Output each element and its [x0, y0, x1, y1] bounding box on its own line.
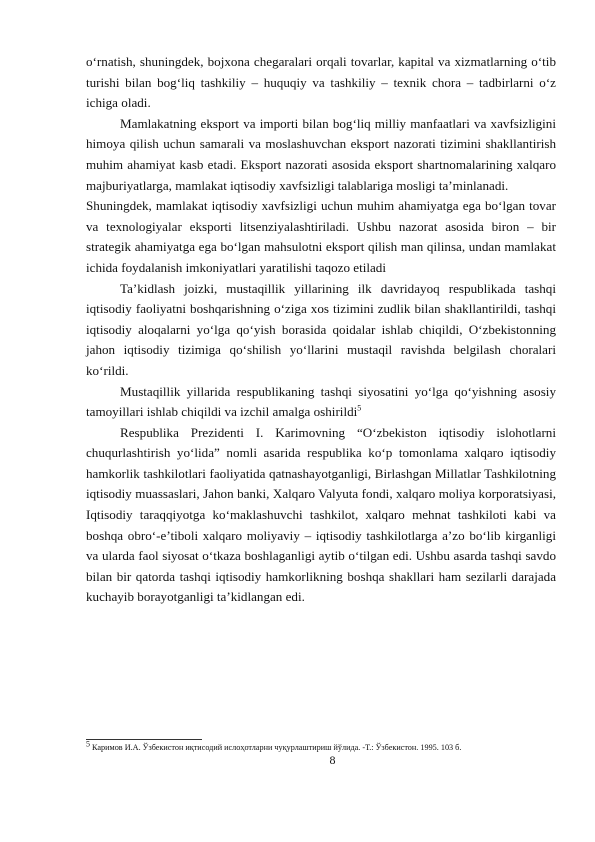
footnote-mark: 5 [86, 739, 90, 749]
paragraph-5 [86, 382, 556, 423]
paragraph-3: Shuningdek, mamlakat iqtisodiy xavfsizligi uchun muhim ahamiyatga ega bo‘lgan tovar va texnologiyalar eksporti litsenziyalashtiriladi. Ushbu nazorat asosida biron – bir strategik ahamiyatga ega bo‘lgan mahsulotni eksport qilish man qilinsa, undan mamlakat ichida foydalanish imkoniyatlari yaratilishi taqozo etiladi [86, 198, 556, 275]
footnote-divider [86, 739, 202, 740]
paragraph-1: o‘rnatish, shuningdek, bojxona chegaralari orqali tovarlar, kapital va xizmatlarning o‘tib turishi bilan bog‘liq tashkiliy – huquqiy va tashkiliy – texnik chora – tadbirlarni o‘z ichiga oladi. [86, 54, 556, 111]
document-body [86, 52, 556, 608]
paragraph-4: Ta’kidlash joizki, mustaqillik yillarining ilk davridayoq respublikada tashqi iqtisodiy faoliyatni boshqarishning o‘ziga xos tizimini zudlik bilan shakllantirildi, tashqi iqtisodiy aloqalarni yo‘lga qo‘yish borasida qoidalar ishlab chiqildi, O‘zbekistonning jahon iqtisodiy tizimiga qo‘shilish yo‘llarini mustaqil ravishda belgilash choralari ko‘rildi. [86, 280, 556, 378]
footnote-text: Каримов И.А. Ўзбекистон иқтисодий ислоҳотларни чуқурлаштириш йўлида. -Т.: Ўзбекистон. 1995. 103 б. [90, 743, 462, 752]
page-number: 8 [329, 753, 336, 767]
footnote-reference: 5 [357, 403, 362, 413]
paragraph-5-text: Mustaqillik yillarida respublikaning tashqi siyosatini yo‘lga qo‘yishning asosiy tamoyillari ishlab chiqildi va izchil amalga oshirildi [86, 383, 556, 420]
footnote [86, 739, 556, 753]
paragraph-6: Respublika Prezidenti I. Karimovning “O‘zbekiston iqtisodiy islohotlarni chuqurlashtirish yo‘lida” nomli asarida respublika ko‘p tomonlama xalqaro iqtisodiy hamkorlik tashkilotlari faoliyatida qatnashayotganligi, Birlashgan Millatlar Tashkilotning iqtisodiy muassaslari, Jahon banki, Xalqaro Valyuta fondi, xalqaro moliya korporatsiyasi, Iqtisodiy taraqqiyotga ko‘maklashuvchi tashkilot, xalqaro mehnat tashkiloti kabi va boshqa obro‘-e’tiboli xalqaro moliyaviy – iqtisodiy tashkilotlarga a’zo bo‘lib kirganligi va ularda faol siyosat o‘tkaza boshlaganligi aytib o‘tilgan edi. Ushbu asarda tashqi savdo bilan bir qatorda tashqi iqtisodiy hamkorlikning boshqa shakllari ham sezilarli darajada kuchayib borayotganligi ta’kidlangan edi. [86, 424, 556, 605]
paragraph-2: Mamlakatning eksport va importi bilan bog‘liq milliy manfaatlari va xavfsizligini himoya qilish uchun samarali va moslashuvchan eksport nazorati tizimini shakllantirish muhim ahamiyat kasb etadi. Eksport nazorati asosida eksport shartnomalarining xalqaro majburiyatlarga, mamlakat iqtisodiy xavfsizligi talablariga mosligi ta’minlanadi. [86, 115, 556, 193]
